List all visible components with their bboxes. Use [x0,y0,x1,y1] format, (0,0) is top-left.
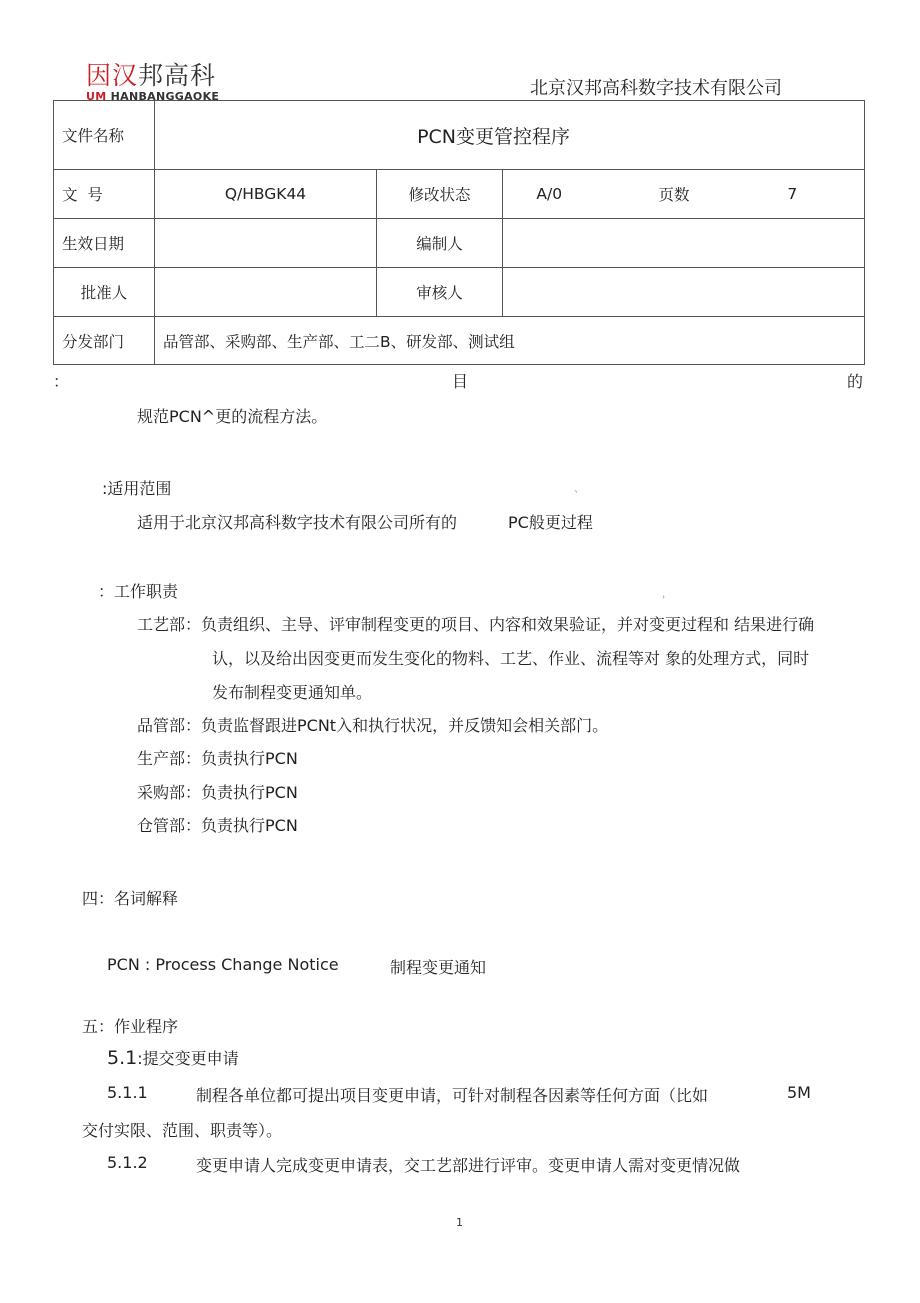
resp-process-line1: 工艺部：负责组织、主导、评审制程变更的项目、内容和效果验证，并对变更过程和 结果进行确 [137,615,815,634]
resp-process-line3: 发布制程变更通知单。 [212,683,373,702]
section2-text-a: 适用于北京汉邦高科数字技术有限公司所有的 [137,513,458,532]
effective-date-value [155,219,377,268]
company-name: 北京汉邦高科数字技术有限公司 [530,78,782,99]
step-5-1-1-tail: 5M [787,1083,811,1102]
section5-heading: 五：作业程序 [82,1017,179,1036]
resp-production: 生产部：负责执行PCN [137,749,298,768]
section3-mark: ， [662,589,672,600]
section1-heading-a: 目 [452,372,469,391]
editor-label: 编制人 [377,219,503,268]
table-row [54,268,865,317]
distribution-label: 分发部门 [54,317,155,365]
step-5-1-1-number: 5.1.1 [107,1083,148,1102]
approver-value [155,268,377,317]
revision-label: 修改状态 [377,170,503,219]
reviewer-value [503,268,865,317]
table-row [54,101,865,170]
distribution-value: 品管部、采购部、生产部、工二B、研发部、测试组 [155,317,865,365]
doc-no-label: 文 号 [54,170,155,219]
pages-label: 页数 [618,170,753,219]
step-5-1-2-number: 5.1.2 [107,1153,148,1172]
resp-quality: 品管部：负责监督跟进PCNt入和执行状况，并反馈知会相关部门。 [137,716,609,735]
step-5-1-2-text: 变更申请人完成变更申请表，交工艺部进行评审。变更申请人需对变更情况做 [196,1156,741,1175]
table-row [54,219,865,268]
section1-text: 规范PCN^更的流程方法。 [137,407,328,426]
step-5-1-1-line2: 交付实限、范围、职责等）。 [82,1121,283,1140]
section3-heading: ：工作职责 [98,582,179,601]
table-row [54,317,865,365]
document-info-table [53,100,865,365]
approver-label: 批准人 [54,268,155,317]
pages-value: 7 [753,170,865,219]
glossary-term: PCN : Process Change Notice [107,955,339,974]
section4-heading: 四：名词解释 [82,889,179,908]
editor-value [503,219,865,268]
section2-mark-a: 、 [574,484,584,495]
section2-text-b: PC般更过程 [508,513,593,532]
resp-process-line2: 认，以及给出因变更而发生变化的物料、工艺、作业、流程等对 象的处理方式，同时 [212,649,810,668]
section1-marker: ： [53,372,70,391]
logo-dark-text: 邦高科 [138,61,217,90]
resp-warehouse: 仓管部：负责执行PCN [137,816,298,835]
effective-date-label: 生效日期 [54,219,155,268]
document-title: PCN变更管控程序 [155,101,865,170]
file-name-label: 文件名称 [54,101,155,170]
logo-red-text: 因汉 [86,61,139,90]
logo-en-um: UM [86,90,107,103]
page-number: 1 [456,1216,463,1229]
step-5-1 [107,1046,239,1069]
step-5-1-text: :提交变更申请 [137,1049,239,1068]
doc-no-value: Q/HBGK44 [155,170,377,219]
reviewer-label: 审核人 [377,268,503,317]
step-5-1-1-text: 制程各单位都可提出项目变更申请，可针对制程各因素等任何方面（比如 [196,1086,709,1105]
company-logo [86,56,216,92]
revision-value: A/0 [503,170,618,219]
table-row [54,170,865,219]
section2-heading: :适用范围 [102,479,172,498]
step-5-1-number: 5.1 [107,1047,138,1069]
section1-heading-b: 的 [847,372,864,391]
logo-en-rest: HANBANGGAOKE [110,90,220,103]
resp-purchasing: 采购部：负责执行PCN [137,783,298,802]
glossary-definition: 制程变更通知 [390,958,487,977]
